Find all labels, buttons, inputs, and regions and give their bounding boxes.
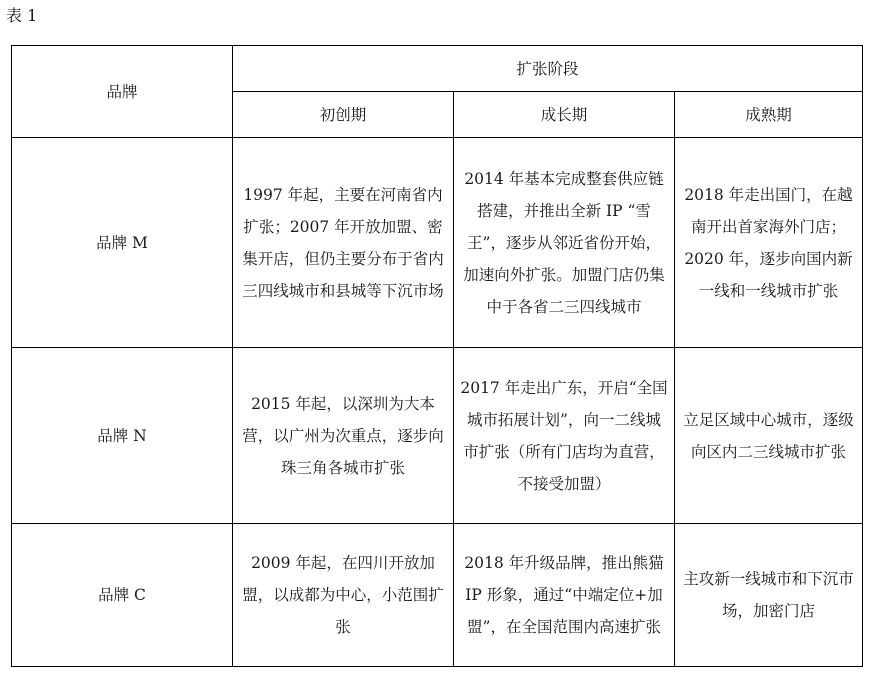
table-header-row bbox=[12, 46, 863, 92]
stage-header-initial: 初创期 bbox=[233, 92, 454, 138]
mature-stage-cell bbox=[675, 138, 863, 348]
cell-text: 主攻新一线城市和下沉市场，加密门店 bbox=[683, 570, 854, 620]
initial-stage-cell bbox=[233, 348, 454, 524]
brand-cell: 品牌 N bbox=[12, 348, 233, 524]
table-row bbox=[12, 138, 863, 348]
growth-stage-cell bbox=[454, 138, 675, 348]
growth-stage-cell bbox=[454, 348, 675, 524]
table-caption: 表 1 bbox=[6, 6, 38, 25]
cell-text: 2018 年走出国门，在越南开出首家海外门店；2020 年，逐步向国内新一线和一线城市扩张 bbox=[684, 185, 853, 300]
expansion-stage-header-cell: 扩张阶段 bbox=[233, 46, 863, 92]
initial-stage-cell bbox=[233, 138, 454, 348]
table-row bbox=[12, 524, 863, 667]
cell-text: 立足区域中心城市，逐级向区内二三线城市扩张 bbox=[683, 410, 854, 461]
cell-text: 1997 年起，主要在河南省内扩张；2007 年开放加盟、密集开店，但仍主要分布于省内三四线城市和县城等下沉市场 bbox=[242, 185, 444, 300]
brand-header-cell: 品牌 bbox=[12, 46, 233, 138]
expansion-stage-table bbox=[11, 45, 863, 667]
cell-text: 2015 年起，以深圳为大本营，以广州为次重点，逐步向珠三角各城市扩张 bbox=[242, 394, 444, 477]
brand-cell: 品牌 M bbox=[12, 138, 233, 348]
initial-stage-cell bbox=[233, 524, 454, 667]
cell-text: 2009 年起，在四川开放加盟，以成都为中心，小范围扩张 bbox=[242, 554, 444, 636]
growth-stage-cell bbox=[454, 524, 675, 667]
stage-header-growth: 成长期 bbox=[454, 92, 675, 138]
cell-text: 2018 年升级品牌，推出熊猫 IP 形象，通过“中端定位+加盟”，在全国范围内高速扩张 bbox=[464, 554, 664, 636]
stage-header-mature: 成熟期 bbox=[675, 92, 863, 138]
mature-stage-cell bbox=[675, 348, 863, 524]
mature-stage-cell bbox=[675, 524, 863, 667]
cell-text: 2017 年走出广东，开启“全国城市拓展计划”，向一二线城市扩张（所有门店均为直营，不接受加盟） bbox=[460, 378, 668, 493]
cell-text: 2014 年基本完成整套供应链搭建，并推出全新 IP “雪王”，逐步从邻近省份开始，加速向外扩张。加盟门店仍集中于各省二三四线城市 bbox=[463, 169, 665, 316]
table-row bbox=[12, 348, 863, 524]
brand-cell: 品牌 C bbox=[12, 524, 233, 667]
